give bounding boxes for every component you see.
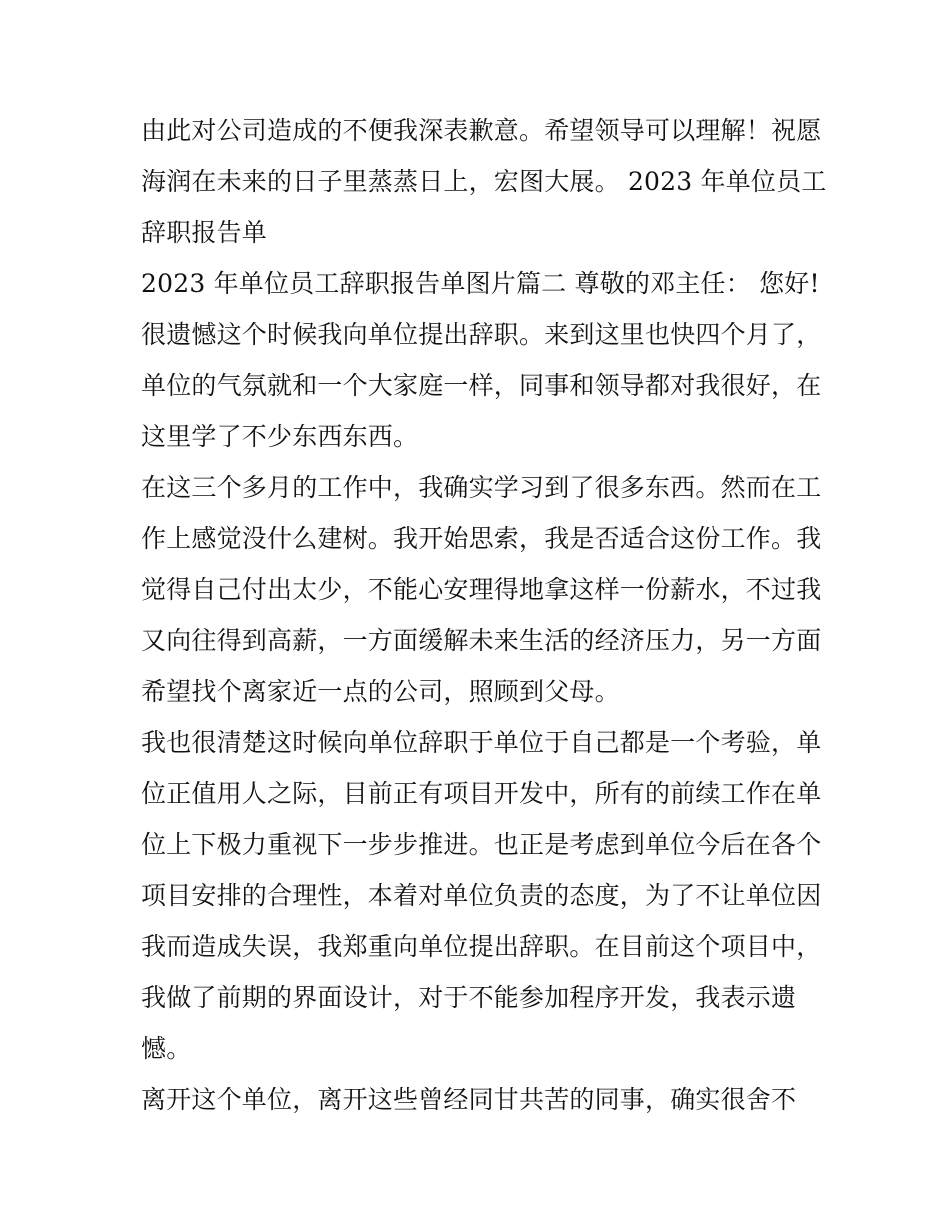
text-line: 由此对公司造成的不便我深表歉意。希望领导可以理解！祝愿 (141, 116, 822, 145)
text-line: 2023 年单位员工辞职报告单图片篇二 尊敬的邓主任： 您好! (141, 269, 820, 298)
text-line: 单位的气氛就和一个大家庭一样，同事和领导都对我很好，在 (141, 371, 822, 400)
text-line: 我也很清楚这时候向单位辞职于单位于自己都是一个考验，单 (141, 728, 822, 757)
document-body (141, 105, 827, 1125)
text-line: 项目安排的合理性，本着对单位负责的态度，为了不让单位因 (141, 881, 822, 910)
text-line: 在这三个多月的工作中，我确实学习到了很多东西。然而在工 (141, 473, 822, 502)
text-line: 这里学了不少东西东西。 (141, 422, 419, 451)
text-line: 辞职报告单 (141, 218, 268, 247)
text-line: 我而造成失误，我郑重向单位提出辞职。在目前这个项目中， (141, 932, 822, 961)
text-line: 又向往得到高薪，一方面缓解未来生活的经济压力，另一方面 (141, 626, 822, 655)
text-line: 很遗憾这个时候我向单位提出辞职。来到这里也快四个月了， (141, 320, 822, 349)
text-line: 海润在未来的日子里蒸蒸日上，宏图大展。 2023 年单位员工 (141, 167, 827, 196)
text-line: 位上下极力重视下一步步推进。也正是考虑到单位今后在各个 (141, 830, 822, 859)
text-line: 位正值用人之际，目前正有项目开发中，所有的前续工作在单 (141, 779, 822, 808)
text-line: 作上感觉没什么建树。我开始思索，我是否适合这份工作。我 (141, 524, 822, 553)
text-line: 希望找个离家近一点的公司，照顾到父母。 (141, 677, 620, 706)
text-line: 憾。 (141, 1034, 192, 1063)
text-line: 离开这个单位，离开这些曾经同甘共苦的同事，确实很舍不 (141, 1085, 797, 1114)
text-line: 我做了前期的界面设计，对于不能参加程序开发，我表示遗 (141, 983, 797, 1012)
text-line: 觉得自己付出太少，不能心安理得地拿这样一份薪水，不过我 (141, 575, 822, 604)
